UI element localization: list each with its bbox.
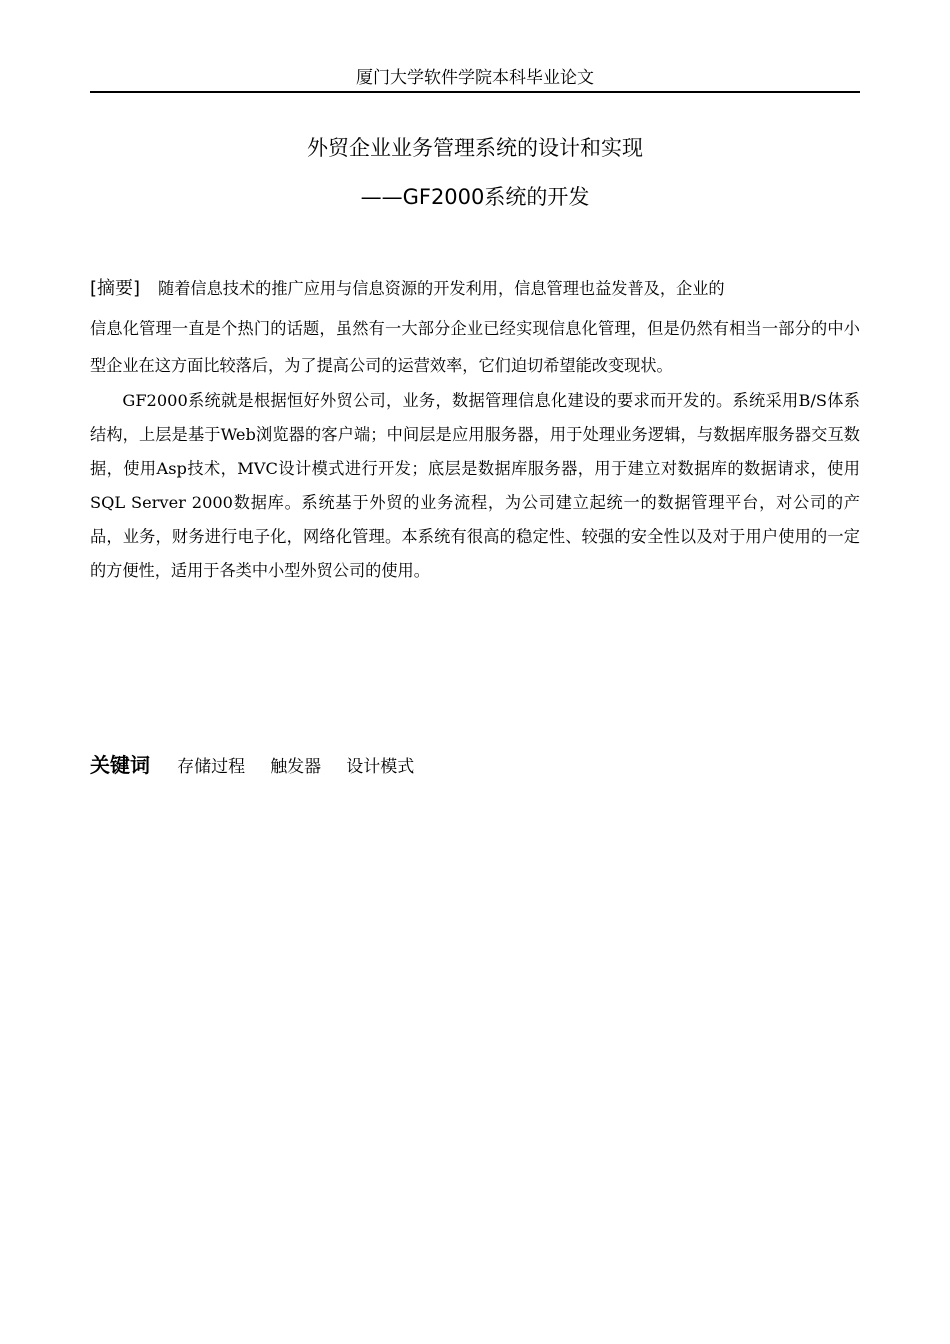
keywords-label: 关键词 xyxy=(90,753,150,777)
abstract-paragraph-1 xyxy=(90,268,860,310)
paper-title: 外贸企业业务管理系统的设计和实现 xyxy=(307,136,643,160)
running-header: 厦门大学软件学院本科毕业论文 xyxy=(356,68,594,88)
keyword-item: 设计模式 xyxy=(346,757,415,777)
paper-subtitle: ——GF2000系统的开发 xyxy=(360,185,590,209)
abstract-paragraph-2: GF2000系统就是根据恒好外贸公司，业务，数据管理信息化建设的要求而开发的。系统采用B/S体系结构，上层是基于Web浏览器的客户端；中间层是应用服务器，用于处理业务逻辑，与数据库服务器交互数据，使用Asp技术，MVC设计模式进行开发；底层是数据库服务器，用于建立对数据库的数据请求，使用 SQL Server 2000数据库。系统基于外贸的业务流程，为公司建立起统一的数据管理平台，对公司的产品，业务，财务进行电子化，网络化管理。本系统有很高的稳定性、较强的安全性以及对于用户使用的一定的方便性，适用于各类中小型外贸公司的使用。 xyxy=(90,391,860,580)
header-rule xyxy=(90,91,860,93)
abstract-paragraph-1-first-line: 随着信息技术的推广应用与信息资源的开发利用，信息管理也益发普及，企业的 xyxy=(158,279,725,298)
keyword-item: 存储过程 xyxy=(177,757,246,777)
keywords-section xyxy=(90,750,860,782)
abstract-section xyxy=(90,268,860,588)
abstract-label: [摘要] xyxy=(90,278,141,299)
abstract-paragraph-1-rest: 信息化管理一直是个热门的话题，虽然有一大部分企业已经实现信息化管理，但是仍然有相当一部分的中小型企业在这方面比较落后，为了提高公司的运营效率，它们迫切希望能改变现状。 xyxy=(90,319,860,375)
keyword-item: 触发器 xyxy=(270,757,322,777)
